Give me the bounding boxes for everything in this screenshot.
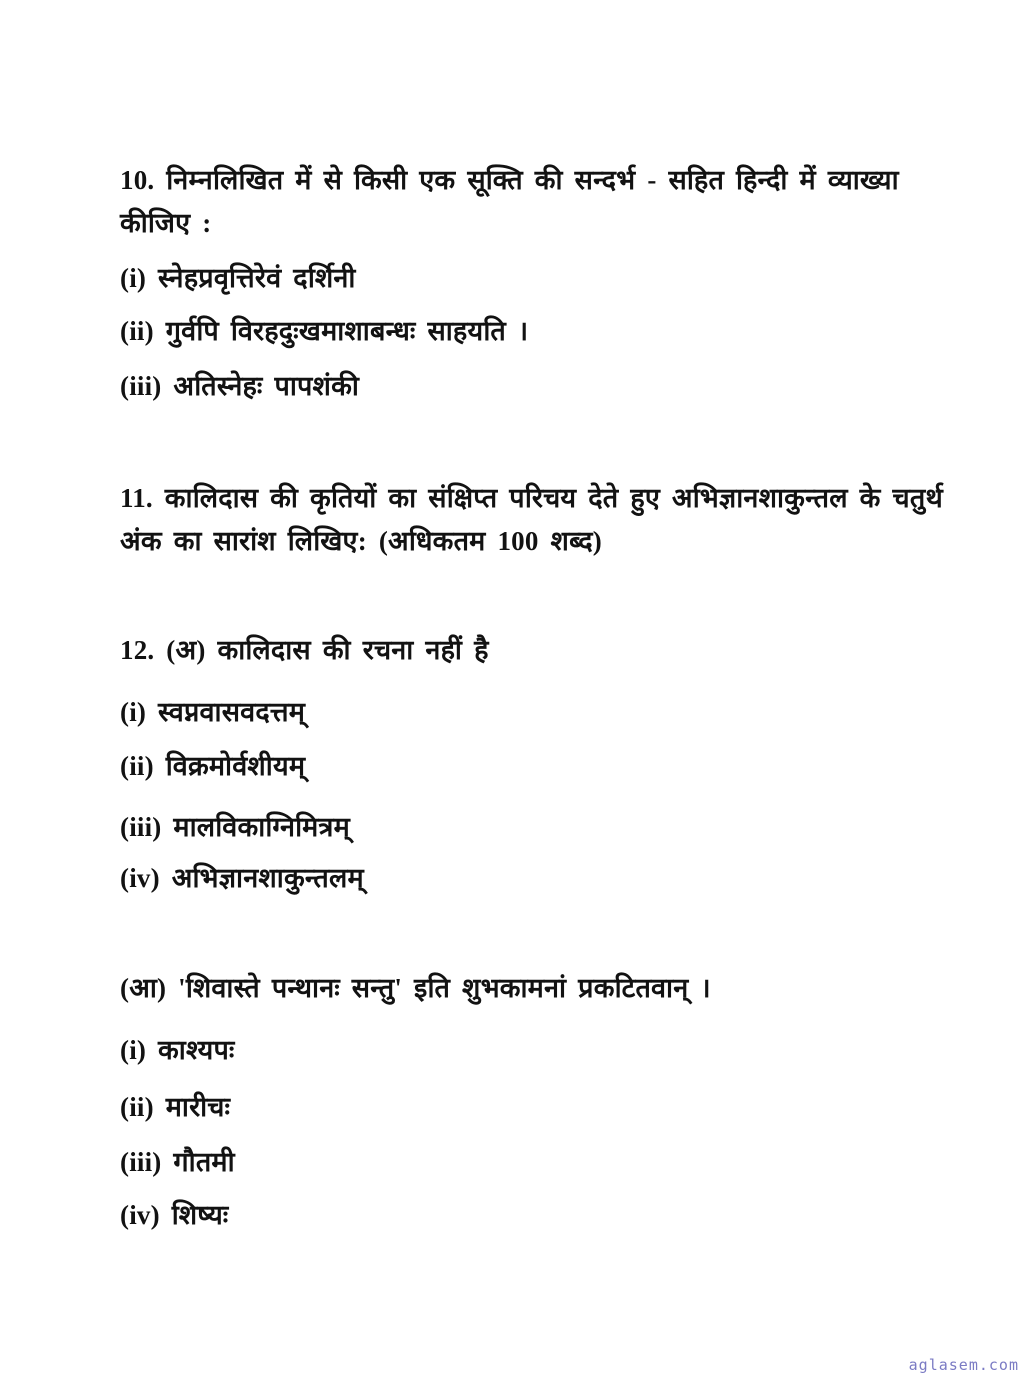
question-10-text-line-1: 10. निम्नलिखित में से किसी एक सूक्ति की सन्दर्भ - सहित हिन्दी में व्याख्या bbox=[120, 165, 899, 195]
question-12-a-option-ii: (ii) विक्रमोर्वशीयम् bbox=[120, 751, 306, 781]
question-12-a-option-i: (i) स्वप्नवासवदत्तम् bbox=[120, 697, 306, 727]
question-12-a-option-iii: (iii) मालविकाग्निमित्रम् bbox=[120, 812, 350, 842]
question-11-text-line-1: 11. कालिदास की कृतियों का संक्षिप्त परिचय देते हुए अभिज्ञानशाकुन्तल के चतुर्थ bbox=[120, 483, 943, 513]
question-12-aa-option-iv: (iv) शिष्यः bbox=[120, 1200, 229, 1230]
question-12-aa-option-ii: (ii) मारीचः bbox=[120, 1092, 231, 1122]
question-12-a-heading: 12. (अ) कालिदास की रचना नहीं है bbox=[120, 635, 489, 665]
question-10-option-ii: (ii) गुर्वपि विरहदुःखमाशाबन्धः साहयति । bbox=[120, 316, 529, 346]
question-12-aa-option-iii: (iii) गौतमी bbox=[120, 1147, 235, 1177]
question-11-text-line-2: अंक का सारांश लिखिए: (अधिकतम 100 शब्द) bbox=[120, 526, 603, 556]
watermark-text: aglasem.com bbox=[908, 1356, 1019, 1374]
question-10-option-i: (i) स्नेहप्रवृत्तिरेवं दर्शिनी bbox=[120, 263, 356, 293]
question-12-aa-heading: (आ) 'शिवास्ते पन्थानः सन्तु' इति शुभकामनां प्रकटितवान् । bbox=[120, 973, 711, 1003]
question-12-a-option-iv: (iv) अभिज्ञानशाकुन्तलम् bbox=[120, 863, 364, 893]
question-10-text-line-2: कीजिए : bbox=[120, 208, 212, 238]
question-10-option-iii: (iii) अतिस्नेहः पापशंकी bbox=[120, 371, 360, 401]
question-12-aa-option-i: (i) काश्यपः bbox=[120, 1035, 235, 1065]
